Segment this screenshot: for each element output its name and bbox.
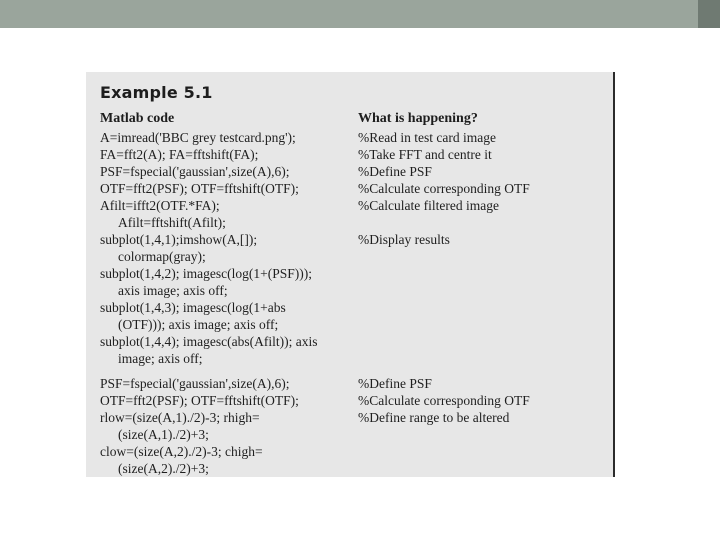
comment-line: %Calculate filtered image xyxy=(358,198,499,213)
code-line: (size(A,2)./2)+3; xyxy=(118,461,209,476)
code-line: PSF=fspecial('gaussian',size(A),6); xyxy=(100,164,290,179)
comment-line: %Calculate corresponding OTF xyxy=(358,393,530,408)
code-line: rlow=(size(A,1)./2)-3; rhigh= xyxy=(100,410,260,425)
code-line: (size(A,1)./2)+3; xyxy=(118,427,209,442)
explanation-column-header: What is happening? xyxy=(358,111,478,126)
code-line: Afilt=fftshift(Afilt); xyxy=(118,215,226,230)
code-line: subplot(1,4,2); imagesc(log(1+(PSF))); xyxy=(100,266,312,281)
comment-line: %Take FFT and centre it xyxy=(358,147,492,162)
code-line: colormap(gray); xyxy=(118,249,206,264)
comment-line: %Define range to be altered xyxy=(358,410,510,425)
code-line: axis image; axis off; xyxy=(118,283,228,298)
code-line: OTF=fft2(PSF); OTF=fftshift(OTF); xyxy=(100,393,299,408)
example-title: Example 5.1 xyxy=(100,83,213,102)
code-line: subplot(1,4,3); imagesc(log(1+abs xyxy=(100,300,286,315)
code-column-header: Matlab code xyxy=(100,111,175,126)
comment-line: %Define PSF xyxy=(358,164,432,179)
code-line: image; axis off; xyxy=(118,351,203,366)
code-line: clow=(size(A,2)./2)-3; chigh= xyxy=(100,444,263,459)
slide-header-bar xyxy=(0,0,720,28)
code-line: FA=fft2(A); FA=fftshift(FA); xyxy=(100,147,259,162)
example-box xyxy=(86,72,615,477)
code-line: subplot(1,4,4); imagesc(abs(Afilt)); axis xyxy=(100,334,318,349)
comment-line: %Display results xyxy=(358,232,450,247)
code-line: Afilt=ifft2(OTF.*FA); xyxy=(100,198,220,213)
comment-line: %Read in test card image xyxy=(358,130,496,145)
code-line: subplot(1,4,1);imshow(A,[]); xyxy=(100,232,258,247)
code-line: A=imread('BBC grey testcard.png'); xyxy=(100,130,296,145)
code-line: (OTF))); axis image; axis off; xyxy=(118,317,279,332)
comment-line: %Define PSF xyxy=(358,376,432,391)
code-line: OTF=fft2(PSF); OTF=fftshift(OTF); xyxy=(100,181,299,196)
header-accent-block xyxy=(698,0,720,28)
comment-line: %Calculate corresponding OTF xyxy=(358,181,530,196)
code-line: PSF=fspecial('gaussian',size(A),6); xyxy=(100,376,290,391)
